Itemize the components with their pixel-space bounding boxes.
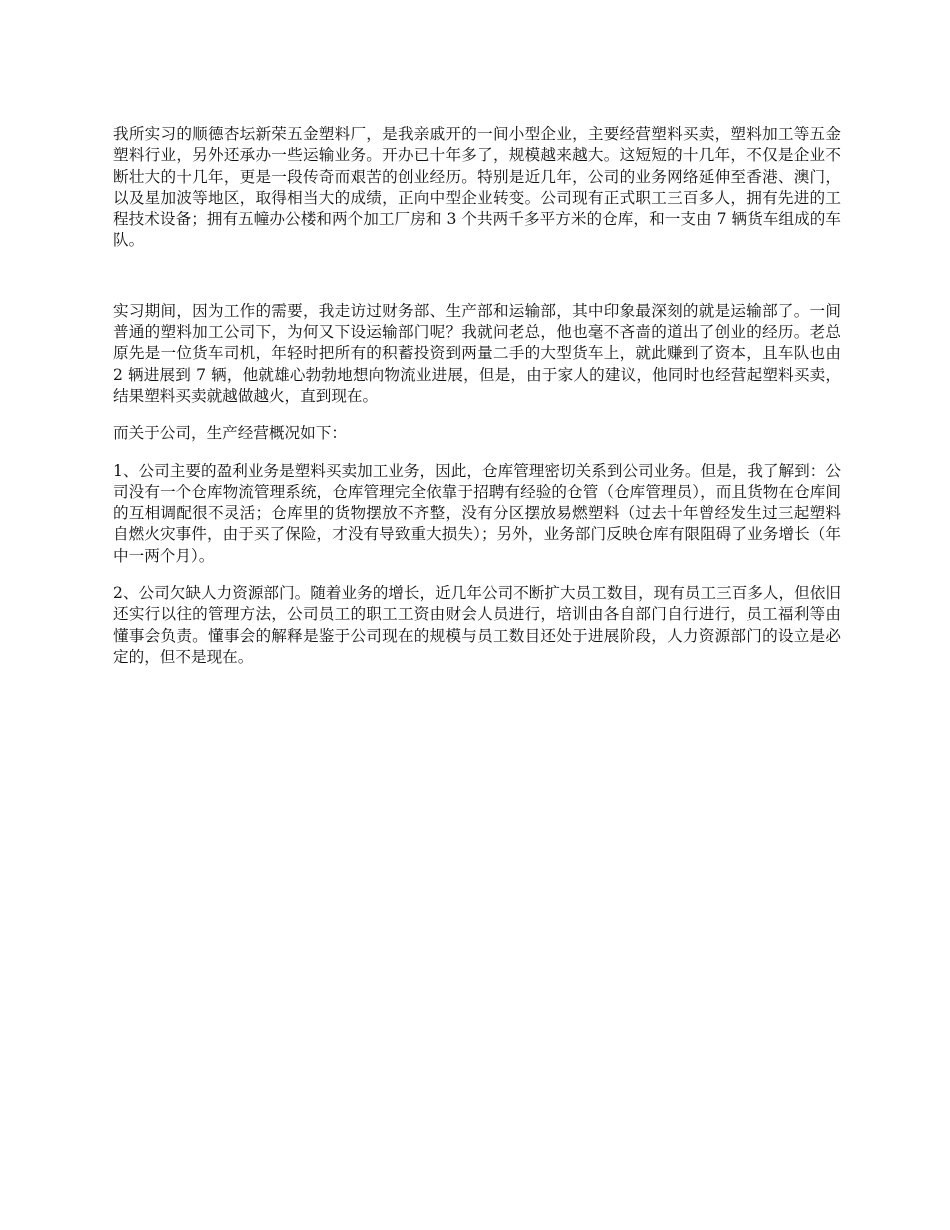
paragraph-point-1: 1、公司主要的盈利业务是塑料买卖加工业务，因此，仓库管理密切关系到公司业务。但是，我了解到：公司没有一个仓库物流管理系统，仓库管理完全依靠于招聘有经验的仓管（仓库管理员），而且货物在仓库间的互相调配很不灵活；仓库里的货物摆放不齐整，没有分区摆放易燃塑料（过去十年曾经发生过三起塑料自燃火灾事件，由于买了保险，才没有导致重大损失）；另外，业务部门反映仓库有限阻碍了业务增长（年中一两个月）。 [113,461,841,565]
paragraph-internship-visit: 实习期间，因为工作的需要，我走访过财务部、生产部和运输部，其中印象最深刻的就是运输部了。一间普通的塑料加工公司下，为何又下设运输部门呢？我就问老总，他也毫不吝啬的道出了创业的经历。老总原先是一位货车司机，年轻时把所有的积蓄投资到两量二手的大型货车上，就此赚到了资本，且车队也由 2 辆进展到 7 辆，他就雄心勃勃地想向物流业进展，但是，由于家人的建议，他同时也经营起塑料买卖，结果塑料买卖就越做越火，直到现在。 [113,301,841,405]
paragraph-point-2: 2、公司欠缺人力资源部门。随着业务的增长，近几年公司不断扩大员工数目，现有员工三百多人，但依旧还实行以往的管理方法，公司员工的职工工资由财会人员进行，培训由各自部门自行进行，员工福利等由懂事会负责。懂事会的解释是鉴于公司现在的规模与员工数目还处于进展阶段，人力资源部门的设立是必定的，但不是现在。 [113,584,841,666]
paragraph-overview-heading: 而关于公司，生产经营概况如下： [113,424,347,443]
document-body [113,124,841,668]
paragraph-company-intro: 我所实习的顺德杏坛新荣五金塑料厂，是我亲戚开的一间小型企业，主要经营塑料买卖，塑料加工等五金塑料行业，另外还承办一些运输业务。开办已十年多了，规模越来越大。这短短的十几年，不仅是企业不断壮大的十几年，更是一段传奇而艰苦的创业经历。特别是近几年，公司的业务网络延伸至香港、澳门，以及星加波等地区，取得相当大的成绩，正向中型企业转变。公司现有正式职工三百多人，拥有先进的工程技术设备；拥有五幢办公楼和两个加工厂房和 3 个共两千多平方米的仓库，和一支由 7 辆货车组成的车队。 [113,125,841,250]
